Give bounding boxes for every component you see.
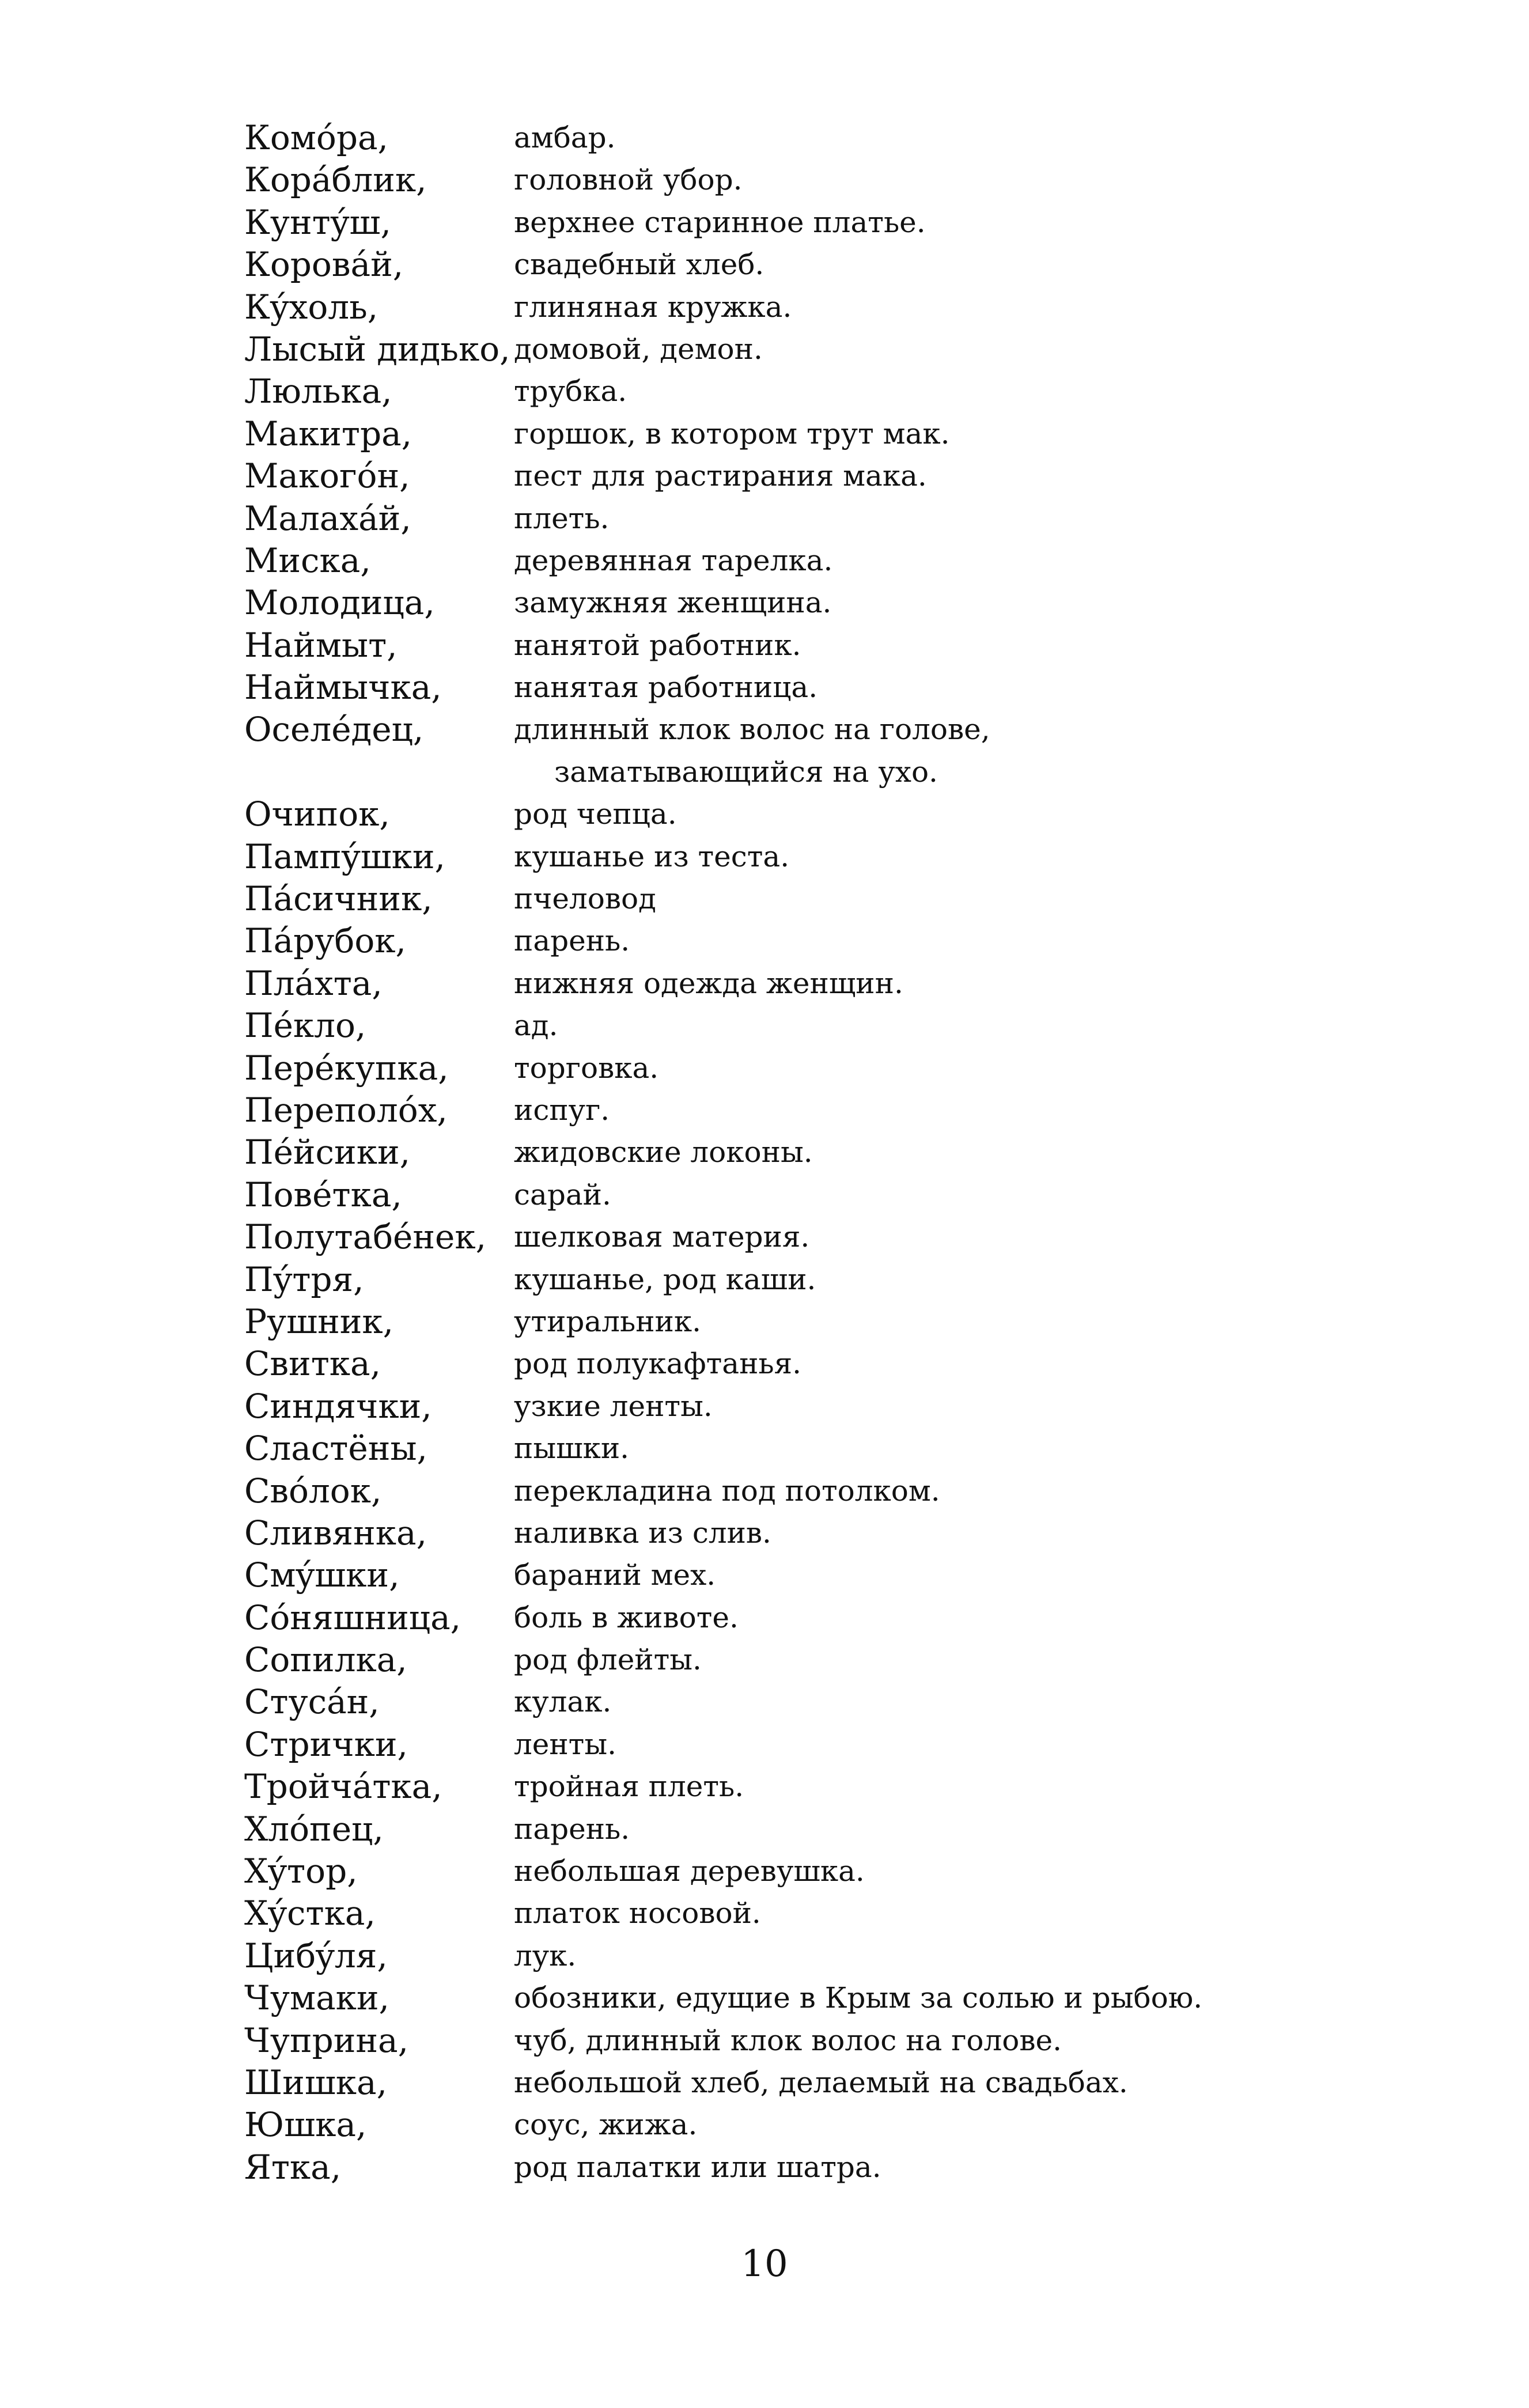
glossary-term: Перéкупка,	[244, 1048, 449, 1088]
glossary-definition: торговка.	[514, 1051, 659, 1085]
glossary-definition: род палатки или шатра.	[514, 2150, 881, 2184]
glossary-definition: перекладина под потолком.	[514, 1474, 940, 1508]
glossary-definition: амбар.	[514, 121, 616, 154]
glossary-term: Комóра,	[244, 118, 388, 157]
glossary-term: Чумаки,	[244, 1978, 389, 2018]
glossary-definition: бараний мех.	[514, 1558, 716, 1592]
glossary-term: Рушник,	[244, 1301, 394, 1341]
glossary-term: Очипок,	[244, 794, 390, 834]
glossary-definition: кушанье из теста.	[514, 839, 790, 873]
glossary-definition: нанятой работник.	[514, 628, 801, 662]
glossary-definition: шелковая материя.	[514, 1220, 810, 1254]
glossary-definition: длинный клок волос на голове,	[514, 713, 990, 747]
glossary-definition: замужняя женщина.	[514, 586, 832, 620]
glossary-definition: род полукафтанья.	[514, 1347, 802, 1381]
glossary-definition: домовой, демон.	[514, 332, 763, 366]
glossary-definition: плеть.	[514, 501, 610, 535]
glossary-definition: ленты.	[514, 1727, 617, 1761]
glossary-term: Хлóпец,	[244, 1809, 384, 1849]
glossary-list	[244, 117, 1396, 2189]
glossary-term: Шишка,	[244, 2062, 388, 2102]
glossary-definition: кушанье, род каши.	[514, 1262, 816, 1296]
glossary-definition: платок носовой.	[514, 1896, 761, 1930]
glossary-term: Кунтýш,	[244, 202, 391, 242]
glossary-term: Молодица,	[244, 583, 435, 623]
glossary-definition: соус, жижа.	[514, 2108, 698, 2142]
glossary-term: Переполóх,	[244, 1090, 448, 1130]
glossary-term: Оселéдец,	[244, 710, 424, 749]
glossary-term: Смýшки,	[244, 1555, 400, 1595]
glossary-definition: пчеловод	[514, 882, 656, 916]
glossary-term: Сопилка,	[244, 1640, 407, 1680]
glossary-term: Юшка,	[244, 2105, 367, 2145]
glossary-definition: кулак.	[514, 1685, 612, 1719]
glossary-term: Синдячки,	[244, 1386, 432, 1426]
glossary-definition: жидовские локоны.	[514, 1135, 813, 1169]
glossary-term: Стусáн,	[244, 1682, 380, 1722]
glossary-definition: верхнее старинное платье.	[514, 205, 926, 239]
glossary-term: Кýхоль,	[244, 287, 379, 327]
glossary-term: Пампýшки,	[244, 836, 445, 876]
glossary-definition: узкие ленты.	[514, 1389, 713, 1423]
glossary-term: Плáхта,	[244, 963, 383, 1003]
glossary-term: Лысый дидько,	[244, 329, 510, 369]
glossary-definition: небольшая деревушка.	[514, 1854, 865, 1888]
glossary-definition: трубка.	[514, 374, 627, 408]
glossary-definition: обозники, едущие в Крым за солью и рыбою.	[514, 1981, 1203, 2015]
glossary-term: Сливянка,	[244, 1513, 427, 1553]
glossary-term: Сóняшница,	[244, 1597, 461, 1637]
glossary-term: Наймыт,	[244, 625, 398, 665]
glossary-definition: деревянная тарелка.	[514, 543, 833, 577]
glossary-definition: горшок, в котором трут мак.	[514, 417, 950, 450]
glossary-term: Тройчáтка,	[244, 1767, 442, 1807]
glossary-term: Повéтка,	[244, 1175, 402, 1214]
glossary-term: Миска,	[244, 540, 371, 580]
glossary-definition: боль в животе.	[514, 1600, 739, 1634]
glossary-term: Макогóн,	[244, 456, 410, 496]
glossary-term: Пáрубок,	[244, 921, 406, 961]
glossary-term: Наймычка,	[244, 668, 442, 707]
glossary-definition: пышки.	[514, 1432, 630, 1466]
glossary-term: Малахáй,	[244, 498, 411, 538]
glossary-term: Пéйсики,	[244, 1133, 411, 1172]
glossary-definition: нижняя одежда женщин.	[514, 966, 903, 1000]
glossary-term: Чуприна,	[244, 2020, 409, 2060]
glossary-definition: головной убор.	[514, 163, 743, 197]
glossary-term: Пýтря,	[244, 1259, 364, 1299]
page-number: 10	[741, 2243, 788, 2285]
glossary-term: Пáсичник,	[244, 879, 433, 919]
glossary-definition: чуб, длинный клок волос на голове.	[514, 2023, 1062, 2057]
glossary-term: Люлька,	[244, 372, 392, 411]
glossary-term: Полутабéнек,	[244, 1217, 487, 1257]
glossary-definition: нанятая работница.	[514, 671, 818, 705]
glossary-definition: ад.	[514, 1009, 558, 1043]
glossary-term: Коровáй,	[244, 245, 404, 285]
glossary-definition: утиральник.	[514, 1304, 701, 1338]
glossary-term: Макитра,	[244, 414, 412, 453]
glossary-term: Хýстка,	[244, 1894, 376, 1933]
glossary-definition: глиняная кружка.	[514, 290, 792, 324]
glossary-term: Пéкло,	[244, 1006, 366, 1046]
glossary-definition: небольшой хлеб, делаемый на свадьбах.	[514, 2065, 1128, 2099]
glossary-term: Свитка,	[244, 1344, 381, 1384]
glossary-definition: сарай.	[514, 1178, 611, 1211]
glossary-definition: тройная плеть.	[514, 1770, 744, 1804]
glossary-term: Сластёны,	[244, 1429, 427, 1468]
glossary-definition: заматывающийся на ухо.	[554, 755, 938, 789]
glossary-definition: пест для растирания мака.	[514, 459, 927, 493]
glossary-term: Хýтор,	[244, 1852, 358, 1891]
glossary-term	[244, 751, 514, 793]
glossary-definition: лук.	[514, 1938, 577, 1972]
glossary-definition: род флейты.	[514, 1643, 702, 1677]
glossary-definition: наливка из слив.	[514, 1516, 771, 1550]
glossary-term: Корáблик,	[244, 160, 427, 200]
glossary-definition: свадебный хлеб.	[514, 248, 764, 282]
glossary-term: Стрички,	[244, 1724, 408, 1764]
glossary-term: Ятка,	[244, 2147, 342, 2187]
glossary-definition: род чепца.	[514, 797, 677, 831]
glossary-definition: парень.	[514, 924, 630, 958]
glossary-definition: парень.	[514, 1812, 630, 1846]
glossary-definition: испуг.	[514, 1093, 610, 1127]
glossary-term: Цибýля,	[244, 1936, 388, 1975]
glossary-term: Свóлок,	[244, 1471, 382, 1510]
